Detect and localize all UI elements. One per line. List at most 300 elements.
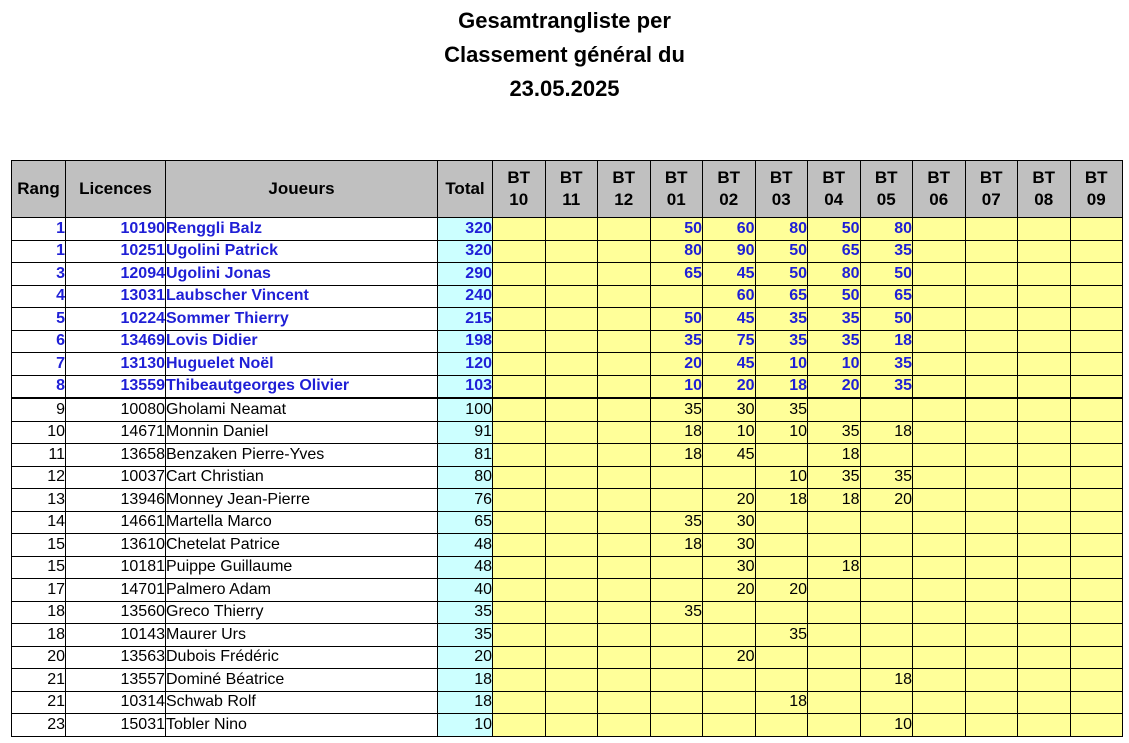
rang-cell: 17 xyxy=(12,579,66,602)
points-cell xyxy=(1070,263,1123,286)
rang-cell: 3 xyxy=(12,263,66,286)
points-cell: 10 xyxy=(755,421,808,444)
table-row xyxy=(12,511,1123,534)
points-cell xyxy=(913,398,966,421)
total-cell: 103 xyxy=(438,375,493,398)
points-cell xyxy=(493,601,546,624)
points-cell xyxy=(1070,579,1123,602)
points-cell xyxy=(913,624,966,647)
points-cell: 35 xyxy=(808,308,861,331)
points-cell xyxy=(1018,511,1071,534)
rang-cell: 18 xyxy=(12,601,66,624)
points-cell: 20 xyxy=(860,489,913,512)
points-cell xyxy=(545,511,598,534)
points-cell xyxy=(913,579,966,602)
points-cell: 35 xyxy=(860,375,913,398)
points-cell xyxy=(965,534,1018,557)
ranking-table xyxy=(11,160,1123,737)
points-cell: 50 xyxy=(755,240,808,263)
player-name-cell: Tobler Nino xyxy=(166,714,438,737)
player-name-cell: Ugolini Jonas xyxy=(166,263,438,286)
points-cell xyxy=(1018,579,1071,602)
points-cell xyxy=(860,398,913,421)
points-cell: 50 xyxy=(755,263,808,286)
points-cell xyxy=(1070,330,1123,353)
points-cell xyxy=(965,489,1018,512)
points-cell xyxy=(965,511,1018,534)
points-cell xyxy=(860,444,913,467)
licence-cell: 13658 xyxy=(66,444,166,467)
points-cell: 30 xyxy=(703,556,756,579)
points-cell xyxy=(913,330,966,353)
points-cell xyxy=(650,556,703,579)
rang-cell: 20 xyxy=(12,646,66,669)
points-cell xyxy=(545,579,598,602)
points-cell xyxy=(860,601,913,624)
points-cell xyxy=(913,421,966,444)
points-cell xyxy=(913,285,966,308)
points-cell xyxy=(965,263,1018,286)
points-cell: 10 xyxy=(808,353,861,376)
points-cell xyxy=(1070,556,1123,579)
points-cell xyxy=(1070,624,1123,647)
table-row xyxy=(12,579,1123,602)
player-name-cell: Maurer Urs xyxy=(166,624,438,647)
licence-cell: 10181 xyxy=(66,556,166,579)
points-cell: 50 xyxy=(650,218,703,241)
points-cell xyxy=(808,511,861,534)
points-cell xyxy=(703,691,756,714)
points-cell xyxy=(493,714,546,737)
points-cell xyxy=(913,308,966,331)
points-cell xyxy=(913,263,966,286)
points-cell xyxy=(598,421,651,444)
table-row xyxy=(12,285,1123,308)
points-cell xyxy=(913,375,966,398)
points-cell: 20 xyxy=(703,646,756,669)
header-bt-06: BT 06 xyxy=(913,161,966,218)
points-cell xyxy=(965,601,1018,624)
licence-cell: 10224 xyxy=(66,308,166,331)
points-cell xyxy=(1070,714,1123,737)
licence-cell: 13563 xyxy=(66,646,166,669)
points-cell xyxy=(493,489,546,512)
rang-cell: 23 xyxy=(12,714,66,737)
points-cell xyxy=(1070,534,1123,557)
points-cell xyxy=(493,375,546,398)
points-cell: 35 xyxy=(808,466,861,489)
player-name-cell: Cart Christian xyxy=(166,466,438,489)
points-cell xyxy=(650,714,703,737)
points-cell: 18 xyxy=(808,556,861,579)
points-cell xyxy=(545,466,598,489)
points-cell xyxy=(703,669,756,692)
licence-cell: 13559 xyxy=(66,375,166,398)
points-cell xyxy=(808,646,861,669)
points-cell: 18 xyxy=(755,691,808,714)
rang-cell: 21 xyxy=(12,669,66,692)
points-cell xyxy=(860,511,913,534)
player-name-cell: Gholami Neamat xyxy=(166,398,438,421)
player-name-cell: Puippe Guillaume xyxy=(166,556,438,579)
points-cell: 80 xyxy=(650,240,703,263)
points-cell xyxy=(965,556,1018,579)
points-cell xyxy=(860,556,913,579)
points-cell xyxy=(1070,646,1123,669)
points-cell xyxy=(545,240,598,263)
points-cell xyxy=(650,624,703,647)
table-row xyxy=(12,646,1123,669)
points-cell: 10 xyxy=(703,421,756,444)
points-cell xyxy=(1018,240,1071,263)
total-cell: 65 xyxy=(438,511,493,534)
points-cell xyxy=(913,556,966,579)
points-cell xyxy=(755,556,808,579)
points-cell xyxy=(965,646,1018,669)
points-cell: 65 xyxy=(860,285,913,308)
points-cell: 20 xyxy=(703,489,756,512)
points-cell xyxy=(545,714,598,737)
points-cell xyxy=(1018,669,1071,692)
player-name-cell: Lovis Didier xyxy=(166,330,438,353)
points-cell xyxy=(965,624,1018,647)
points-cell xyxy=(598,601,651,624)
points-cell: 18 xyxy=(650,421,703,444)
points-cell xyxy=(1018,646,1071,669)
points-cell xyxy=(545,330,598,353)
points-cell xyxy=(913,691,966,714)
points-cell xyxy=(1018,691,1071,714)
points-cell: 50 xyxy=(860,263,913,286)
points-cell xyxy=(1070,375,1123,398)
points-cell: 35 xyxy=(755,398,808,421)
player-name-cell: Schwab Rolf xyxy=(166,691,438,714)
points-cell: 18 xyxy=(755,375,808,398)
points-cell xyxy=(913,353,966,376)
player-name-cell: Sommer Thierry xyxy=(166,308,438,331)
points-cell xyxy=(650,489,703,512)
points-cell xyxy=(598,489,651,512)
table-row xyxy=(12,669,1123,692)
points-cell xyxy=(545,556,598,579)
total-cell: 100 xyxy=(438,398,493,421)
table-row xyxy=(12,240,1123,263)
rang-cell: 6 xyxy=(12,330,66,353)
points-cell: 35 xyxy=(650,601,703,624)
points-cell xyxy=(1070,601,1123,624)
table-row xyxy=(12,489,1123,512)
player-name-cell: Monnin Daniel xyxy=(166,421,438,444)
total-cell: 320 xyxy=(438,218,493,241)
table-row xyxy=(12,421,1123,444)
points-cell xyxy=(1018,353,1071,376)
points-cell: 30 xyxy=(703,398,756,421)
points-cell xyxy=(545,646,598,669)
points-cell xyxy=(545,218,598,241)
table-row xyxy=(12,556,1123,579)
points-cell xyxy=(755,511,808,534)
rang-cell: 11 xyxy=(12,444,66,467)
table-row xyxy=(12,466,1123,489)
header-bt-02: BT 02 xyxy=(703,161,756,218)
points-cell xyxy=(1070,285,1123,308)
points-cell xyxy=(808,534,861,557)
points-cell: 80 xyxy=(808,263,861,286)
table-row xyxy=(12,218,1123,241)
total-cell: 35 xyxy=(438,624,493,647)
points-cell xyxy=(1018,714,1071,737)
points-cell xyxy=(493,534,546,557)
table-row xyxy=(12,375,1123,398)
total-cell: 81 xyxy=(438,444,493,467)
points-cell: 35 xyxy=(808,330,861,353)
rang-cell: 1 xyxy=(12,240,66,263)
licence-cell: 13557 xyxy=(66,669,166,692)
points-cell xyxy=(545,398,598,421)
points-cell xyxy=(1070,489,1123,512)
points-cell xyxy=(913,466,966,489)
points-cell xyxy=(703,624,756,647)
points-cell: 10 xyxy=(650,375,703,398)
points-cell xyxy=(493,308,546,331)
total-cell: 18 xyxy=(438,691,493,714)
points-cell xyxy=(913,489,966,512)
table-row xyxy=(12,444,1123,467)
points-cell xyxy=(493,330,546,353)
points-cell xyxy=(545,489,598,512)
licence-cell: 14661 xyxy=(66,511,166,534)
points-cell: 35 xyxy=(755,624,808,647)
player-name-cell: Chetelat Patrice xyxy=(166,534,438,557)
points-cell xyxy=(755,669,808,692)
points-cell xyxy=(598,511,651,534)
points-cell xyxy=(493,444,546,467)
points-cell xyxy=(598,353,651,376)
points-cell xyxy=(703,714,756,737)
points-cell xyxy=(650,579,703,602)
points-cell: 50 xyxy=(808,285,861,308)
points-cell xyxy=(545,601,598,624)
points-cell xyxy=(1018,624,1071,647)
points-cell xyxy=(598,714,651,737)
header-joueurs: Joueurs xyxy=(166,161,438,218)
points-cell: 35 xyxy=(650,330,703,353)
points-cell xyxy=(860,534,913,557)
player-name-cell: Greco Thierry xyxy=(166,601,438,624)
total-cell: 290 xyxy=(438,263,493,286)
points-cell xyxy=(598,375,651,398)
points-cell: 18 xyxy=(808,489,861,512)
points-cell xyxy=(545,285,598,308)
player-name-cell: Renggli Balz xyxy=(166,218,438,241)
points-cell xyxy=(913,240,966,263)
rang-cell: 5 xyxy=(12,308,66,331)
points-cell xyxy=(965,714,1018,737)
points-cell xyxy=(808,579,861,602)
points-cell: 30 xyxy=(703,511,756,534)
points-cell xyxy=(598,691,651,714)
header-bt-05: BT 05 xyxy=(860,161,913,218)
points-cell xyxy=(493,511,546,534)
points-cell xyxy=(860,691,913,714)
points-cell xyxy=(1018,285,1071,308)
rang-cell: 4 xyxy=(12,285,66,308)
points-cell xyxy=(808,601,861,624)
rang-cell: 15 xyxy=(12,534,66,557)
points-cell xyxy=(598,398,651,421)
page-title xyxy=(0,4,1129,106)
licence-cell: 10037 xyxy=(66,466,166,489)
title-line-2: Classement général du xyxy=(444,42,685,67)
points-cell xyxy=(493,285,546,308)
points-cell xyxy=(598,646,651,669)
licence-cell: 10080 xyxy=(66,398,166,421)
points-cell xyxy=(965,669,1018,692)
points-cell xyxy=(860,646,913,669)
player-name-cell: Laubscher Vincent xyxy=(166,285,438,308)
points-cell xyxy=(545,353,598,376)
table-row xyxy=(12,714,1123,737)
points-cell xyxy=(598,308,651,331)
points-cell: 18 xyxy=(650,444,703,467)
total-cell: 91 xyxy=(438,421,493,444)
points-cell xyxy=(1070,511,1123,534)
points-cell xyxy=(545,263,598,286)
points-cell: 18 xyxy=(860,421,913,444)
points-cell xyxy=(808,691,861,714)
table-row xyxy=(12,601,1123,624)
points-cell xyxy=(755,714,808,737)
points-cell xyxy=(1070,308,1123,331)
points-cell: 18 xyxy=(755,489,808,512)
points-cell xyxy=(1070,240,1123,263)
points-cell: 35 xyxy=(860,466,913,489)
points-cell xyxy=(755,646,808,669)
points-cell xyxy=(650,691,703,714)
header-rang: Rang xyxy=(12,161,66,218)
total-cell: 20 xyxy=(438,646,493,669)
points-cell xyxy=(493,691,546,714)
licence-cell: 14671 xyxy=(66,421,166,444)
points-cell: 18 xyxy=(860,330,913,353)
total-cell: 240 xyxy=(438,285,493,308)
rang-cell: 1 xyxy=(12,218,66,241)
points-cell xyxy=(755,534,808,557)
points-cell xyxy=(913,218,966,241)
total-cell: 35 xyxy=(438,601,493,624)
header-bt-11: BT 11 xyxy=(545,161,598,218)
points-cell xyxy=(650,285,703,308)
player-name-cell: Palmero Adam xyxy=(166,579,438,602)
rang-cell: 9 xyxy=(12,398,66,421)
points-cell: 20 xyxy=(808,375,861,398)
header-bt-07: BT 07 xyxy=(965,161,1018,218)
points-cell xyxy=(1018,375,1071,398)
header-bt-09: BT 09 xyxy=(1070,161,1123,218)
points-cell xyxy=(1018,466,1071,489)
points-cell: 18 xyxy=(808,444,861,467)
player-name-cell: Dominé Béatrice xyxy=(166,669,438,692)
rang-cell: 7 xyxy=(12,353,66,376)
ranking-rows xyxy=(12,218,1123,737)
points-cell xyxy=(965,285,1018,308)
points-cell xyxy=(493,353,546,376)
points-cell xyxy=(913,511,966,534)
points-cell xyxy=(493,556,546,579)
points-cell: 10 xyxy=(755,353,808,376)
table-row xyxy=(12,624,1123,647)
total-cell: 76 xyxy=(438,489,493,512)
licence-cell: 12094 xyxy=(66,263,166,286)
licence-cell: 13946 xyxy=(66,489,166,512)
total-cell: 80 xyxy=(438,466,493,489)
licence-cell: 13130 xyxy=(66,353,166,376)
points-cell xyxy=(913,669,966,692)
licence-cell: 14701 xyxy=(66,579,166,602)
points-cell: 35 xyxy=(860,353,913,376)
table-row xyxy=(12,353,1123,376)
points-cell xyxy=(493,240,546,263)
points-cell: 10 xyxy=(860,714,913,737)
rang-cell: 13 xyxy=(12,489,66,512)
points-cell xyxy=(965,466,1018,489)
points-cell: 45 xyxy=(703,263,756,286)
points-cell xyxy=(1070,218,1123,241)
points-cell xyxy=(650,646,703,669)
points-cell xyxy=(493,466,546,489)
points-cell xyxy=(598,330,651,353)
total-cell: 320 xyxy=(438,240,493,263)
points-cell xyxy=(1070,398,1123,421)
points-cell: 35 xyxy=(650,511,703,534)
points-cell: 20 xyxy=(650,353,703,376)
points-cell xyxy=(545,669,598,692)
points-cell xyxy=(965,398,1018,421)
header-licences: Licences xyxy=(66,161,166,218)
points-cell xyxy=(808,398,861,421)
header-bt-10: BT 10 xyxy=(493,161,546,218)
points-cell xyxy=(1018,218,1071,241)
licence-cell: 10251 xyxy=(66,240,166,263)
points-cell xyxy=(1018,330,1071,353)
points-cell: 80 xyxy=(755,218,808,241)
points-cell: 60 xyxy=(703,285,756,308)
rang-cell: 18 xyxy=(12,624,66,647)
title-line-3: 23.05.2025 xyxy=(509,76,620,101)
table-row xyxy=(12,691,1123,714)
points-cell xyxy=(598,466,651,489)
points-cell xyxy=(545,534,598,557)
points-cell: 50 xyxy=(650,308,703,331)
points-cell xyxy=(703,601,756,624)
points-cell xyxy=(493,669,546,692)
points-cell xyxy=(1070,353,1123,376)
header-bt-03: BT 03 xyxy=(755,161,808,218)
points-cell xyxy=(493,218,546,241)
player-name-cell: Benzaken Pierre-Yves xyxy=(166,444,438,467)
points-cell xyxy=(913,444,966,467)
points-cell xyxy=(493,263,546,286)
table-row xyxy=(12,308,1123,331)
header-bt-12: BT 12 xyxy=(598,161,651,218)
table-row xyxy=(12,330,1123,353)
total-cell: 120 xyxy=(438,353,493,376)
points-cell xyxy=(598,579,651,602)
points-cell: 35 xyxy=(808,421,861,444)
table-row xyxy=(12,263,1123,286)
total-cell: 48 xyxy=(438,556,493,579)
points-cell xyxy=(1070,466,1123,489)
